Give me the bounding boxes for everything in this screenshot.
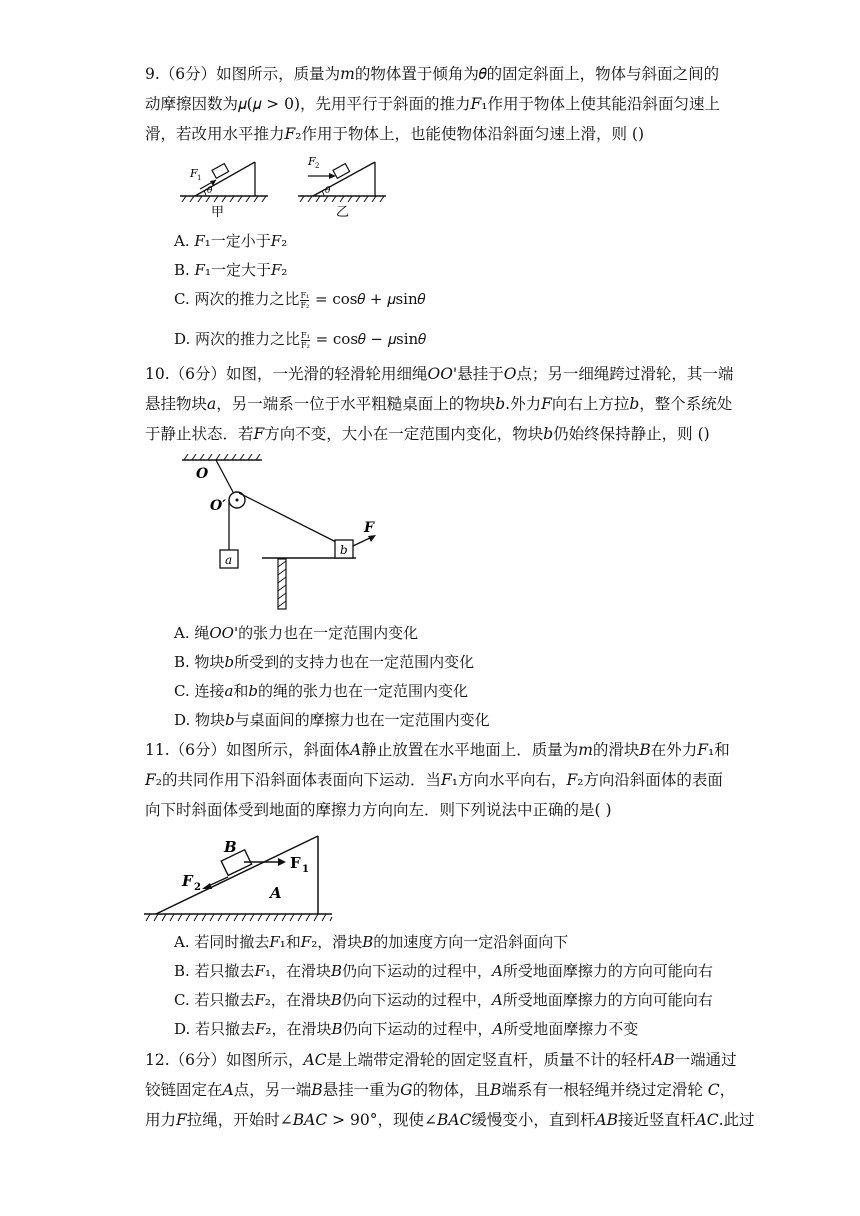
q9-figure (170, 152, 390, 224)
q9-f2-sub: 2 (315, 162, 320, 170)
q11-label-f2: F (182, 872, 193, 890)
q10-option-d[interactable]: D. 物块𝑏与桌面间的摩擦力也在一定范围内变化 (174, 711, 490, 729)
q11-label-b: B (224, 838, 237, 856)
q9-label-jia: 甲 (211, 205, 225, 220)
q9-option-b[interactable]: B. 𝐹₁一定大于𝐹₂ (174, 261, 288, 279)
q10-label-o: O (196, 466, 209, 482)
q10-label-b: b (340, 543, 348, 557)
q9-line-2: 动摩擦因数为𝜇(𝜇 > 0)，先用平行于斜面的推力𝐹₁作用于物体上使其能沿斜面匀速上 (145, 95, 720, 113)
q11-line-3: 向下时斜面体受到地面的摩擦力方向向左．则下列说法中正确的是( ) (145, 801, 612, 819)
q9-option-c-den: F₂ (300, 300, 310, 310)
q9-option-d[interactable] (174, 329, 426, 350)
q9-option-c-suffix: = cos𝜃 + 𝜇sin𝜃 (310, 290, 426, 308)
q9-f1-sub: 1 (197, 174, 202, 182)
q9-option-d-prefix: D. 两次的推力之比 (174, 330, 301, 348)
q9-option-a[interactable]: A. 𝐹₁一定小于𝐹₂ (174, 232, 288, 250)
q11-label-a: A (270, 884, 282, 902)
q11-option-a[interactable]: A. 若同时撤去𝐹₁和𝐹₂，滑块𝐵的加速度方向一定沿斜面向下 (174, 933, 569, 951)
q11-option-d[interactable]: D. 若只撤去𝐹₂，在滑块𝐵仍向下运动的过程中，𝐴所受地面摩擦力不变 (174, 1020, 639, 1038)
q11-label-f1: F (290, 854, 301, 872)
q12-line-3: 用力𝐹拉绳，开始时∠𝐵𝐴𝐶 > 90°，现使∠𝐵𝐴𝐶缓慢变小，直到杆𝐴𝐵接近竖直杆𝐴𝐶.此过 (145, 1111, 755, 1129)
q9-angle-left: θ (207, 186, 213, 196)
q10-label-a: a (225, 553, 233, 567)
q9-option-c-prefix: C. 两次的推力之比 (174, 290, 300, 308)
q9-option-d-num: F₁ (301, 330, 310, 340)
q10-line-2: 悬挂物块𝑎，另一端系一位于水平粗糙桌面上的物块𝑏.外力𝐹向右上方拉𝑏，整个系统处 (145, 395, 733, 413)
q10-label-f: F (364, 520, 374, 536)
q11-label-f1-sub: 1 (302, 864, 309, 875)
q10-line-1: 10.（6分）如图，一光滑的轻滑轮用细绳𝑂𝑂'悬挂于𝑂点；另一细绳跨过滑轮，其一端 (145, 365, 734, 383)
q10-option-c[interactable]: C. 连接𝑎和𝑏的绳的张力也在一定范围内变化 (174, 682, 469, 700)
q10-option-a[interactable]: A. 绳𝑂𝑂'的张力也在一定范围内变化 (174, 624, 419, 642)
q11-option-b[interactable]: B. 若只撤去𝐹₁，在滑块𝐵仍向下运动的过程中，𝐴所受地面摩擦力的方向可能向右 (174, 962, 713, 980)
q11-figure (140, 828, 340, 928)
q12-line-2: 铰链固定在𝐴点，另一端𝐵悬挂一重为𝐺的物体，且𝐵端系有一根轻绳并绕过定滑轮 𝐶， (145, 1081, 736, 1099)
q11-line-1: 11.（6分）如图所示，斜面体𝐴静止放置在水平地面上．质量为𝑚的滑块𝐵在外力𝐹₁和 (145, 741, 730, 759)
q10-option-b[interactable]: B. 物块𝑏所受到的支持力也在一定范围内变化 (174, 653, 475, 671)
q9-label-yi: 乙 (336, 205, 350, 220)
q11-label-f2-sub: 2 (194, 882, 201, 893)
q9-angle-right: θ (325, 186, 331, 196)
q11-option-c[interactable]: C. 若只撤去𝐹₂，在滑块𝐵仍向下运动的过程中，𝐴所受地面摩擦力的方向可能向右 (174, 991, 713, 1009)
q9-line-3: 滑，若改用水平推力𝐹₂作用于物体上，也能使物体沿斜面匀速上滑，则 () (145, 125, 644, 143)
q9-line-1: 9.（6分）如图所示，质量为𝑚的物体置于倾角为𝜃的固定斜面上，物体与斜面之间的 (145, 65, 720, 83)
q10-figure (170, 452, 390, 614)
q10-line-3: 于静止状态．若𝐹方向不变，大小在一定范围内变化，物块𝑏仍始终保持静止，则 () (145, 425, 710, 443)
q9-option-c-num: F₁ (300, 290, 310, 300)
q9-f2-label: F (308, 155, 316, 168)
q12-line-1: 12.（6分）如图所示，𝐴𝐶是上端带定滑轮的固定竖直杆，质量不计的轻杆𝐴𝐵一端通过 (145, 1051, 737, 1069)
q9-f1-label: F (190, 167, 198, 180)
q10-label-o-prime: O′ (210, 498, 226, 514)
q9-figure-yi (298, 155, 386, 220)
q9-option-d-den: F₂ (301, 340, 310, 350)
q9-option-d-suffix: = cos𝜃 − 𝜇sin𝜃 (310, 330, 426, 348)
q9-option-c[interactable] (174, 289, 425, 310)
q11-line-2: 𝐹₂的共同作用下沿斜面体表面向下运动．当𝐹₁方向水平向右，𝐹₂方向沿斜面体的表面 (145, 771, 723, 789)
q9-figure-jia (180, 162, 268, 220)
